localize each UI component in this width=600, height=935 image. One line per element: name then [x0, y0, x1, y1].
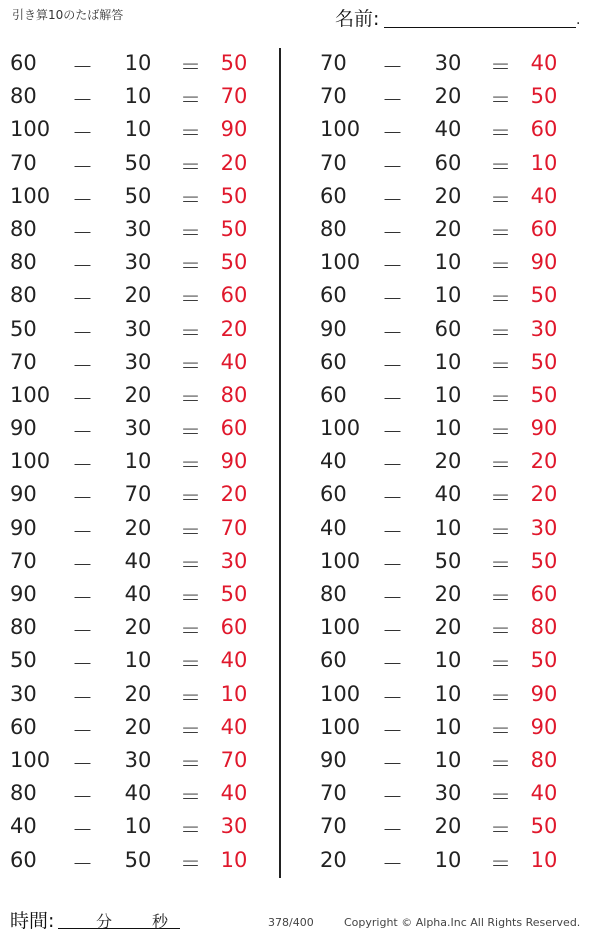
equals-sign: ＝ — [180, 353, 201, 378]
answer: 50 — [220, 582, 248, 606]
subtrahend: 50 — [124, 150, 152, 175]
minus-sign: － — [382, 353, 403, 378]
subtrahend: 10 — [434, 250, 462, 275]
subtrahend: 10 — [124, 51, 152, 75]
minuend: 100 — [320, 548, 361, 573]
minuend: 100 — [320, 714, 361, 739]
answer: 90 — [530, 681, 558, 706]
answer: 50 — [530, 814, 558, 839]
equals-sign: ＝ — [490, 619, 511, 644]
answer: 80 — [530, 615, 558, 640]
subtrahend: 10 — [434, 747, 462, 772]
answer: 20 — [220, 482, 248, 507]
answer: 90 — [220, 117, 248, 142]
equals-sign: ＝ — [490, 851, 511, 876]
equals-sign: ＝ — [180, 851, 201, 876]
minus-sign: － — [382, 552, 403, 577]
equals-sign: ＝ — [180, 453, 201, 478]
minus-sign: － — [72, 353, 93, 378]
minus-sign: － — [72, 718, 93, 743]
copyright-notice: Copyright © Alpha.Inc All Rights Reserved. — [344, 916, 581, 929]
subtrahend: 20 — [434, 615, 462, 640]
minuend: 60 — [320, 283, 347, 308]
minus-sign: － — [72, 552, 93, 577]
minuend: 80 — [10, 216, 37, 241]
answer: 60 — [220, 416, 248, 441]
subtrahend: 20 — [434, 216, 462, 241]
minuend: 50 — [10, 648, 37, 673]
subtrahend: 20 — [434, 582, 462, 606]
answer: 80 — [530, 747, 558, 772]
answer: 30 — [530, 316, 558, 341]
subtrahend: 10 — [434, 283, 462, 308]
page-number: 378/400 — [268, 916, 314, 929]
minuend: 60 — [320, 482, 347, 507]
subtrahend: 10 — [434, 349, 462, 374]
minus-sign: － — [382, 818, 403, 843]
minuend: 80 — [320, 216, 347, 241]
minuend: 70 — [10, 150, 37, 175]
subtrahend: 30 — [124, 747, 152, 772]
name-input-line[interactable] — [384, 27, 576, 28]
subtrahend: 20 — [434, 814, 462, 839]
minuend: 30 — [10, 681, 37, 706]
equals-sign: ＝ — [180, 486, 201, 511]
equals-sign: ＝ — [490, 420, 511, 445]
subtrahend: 20 — [434, 84, 462, 109]
subtrahend: 10 — [434, 714, 462, 739]
minus-sign: － — [72, 818, 93, 843]
minus-sign: － — [72, 652, 93, 677]
subtrahend: 40 — [124, 781, 152, 806]
minus-sign: － — [72, 586, 93, 610]
equals-sign: ＝ — [490, 220, 511, 245]
answer: 20 — [220, 316, 248, 341]
answer: 10 — [530, 150, 558, 175]
minuend: 70 — [10, 349, 37, 374]
minus-sign: － — [382, 320, 403, 345]
answer: 40 — [530, 781, 558, 806]
equals-sign: ＝ — [180, 586, 201, 610]
minus-sign: － — [72, 519, 93, 544]
answer: 50 — [530, 648, 558, 673]
minuend: 60 — [320, 183, 347, 208]
subtrahend: 50 — [124, 183, 152, 208]
subtrahend: 10 — [434, 648, 462, 673]
minus-sign: － — [382, 254, 403, 279]
minuend: 60 — [320, 648, 347, 673]
minuend: 70 — [320, 51, 347, 75]
minus-sign: － — [72, 287, 93, 312]
subtrahend: 60 — [434, 316, 462, 341]
answer: 50 — [220, 183, 248, 208]
subtrahend: 40 — [434, 482, 462, 507]
minus-sign: － — [382, 386, 403, 411]
minuend: 80 — [10, 283, 37, 308]
subtrahend: 10 — [434, 681, 462, 706]
answer: 90 — [530, 714, 558, 739]
subtrahend: 10 — [124, 449, 152, 474]
name-label: 名前: — [335, 8, 380, 30]
subtrahend: 30 — [124, 316, 152, 341]
subtrahend: 40 — [124, 548, 152, 573]
equals-sign: ＝ — [490, 287, 511, 312]
equals-sign: ＝ — [180, 254, 201, 279]
subtrahend: 50 — [124, 847, 152, 872]
minuend: 90 — [320, 747, 347, 772]
minus-sign: － — [382, 586, 403, 610]
subtrahend: 10 — [124, 814, 152, 839]
equals-sign: ＝ — [180, 88, 201, 113]
minus-sign: － — [72, 187, 93, 212]
subtrahend: 10 — [434, 416, 462, 441]
minuend: 80 — [10, 250, 37, 275]
subtrahend: 50 — [434, 548, 462, 573]
answer: 20 — [220, 150, 248, 175]
equals-sign: ＝ — [490, 55, 511, 79]
answer: 40 — [530, 51, 558, 75]
equals-sign: ＝ — [180, 652, 201, 677]
answer: 70 — [220, 84, 248, 109]
minuend: 50 — [10, 316, 37, 341]
answer: 60 — [220, 615, 248, 640]
minus-sign: － — [72, 220, 93, 245]
minus-sign: － — [382, 685, 403, 710]
minus-sign: － — [382, 652, 403, 677]
minus-sign: － — [382, 453, 403, 478]
minus-sign: － — [72, 619, 93, 644]
minuend: 60 — [10, 714, 37, 739]
answer: 30 — [530, 515, 558, 540]
minuend: 40 — [10, 814, 37, 839]
answer: 10 — [220, 847, 248, 872]
subtrahend: 30 — [124, 250, 152, 275]
minus-sign: － — [382, 287, 403, 312]
equals-sign: ＝ — [490, 386, 511, 411]
subtrahend: 20 — [124, 714, 152, 739]
minus-sign: － — [382, 220, 403, 245]
equals-sign: ＝ — [490, 685, 511, 710]
minuend: 100 — [10, 747, 51, 772]
answer: 40 — [220, 781, 248, 806]
subtrahend: 30 — [124, 349, 152, 374]
equals-sign: ＝ — [490, 751, 511, 776]
answer: 40 — [220, 648, 248, 673]
minuend: 100 — [320, 681, 361, 706]
equals-sign: ＝ — [180, 519, 201, 544]
answer: 10 — [220, 681, 248, 706]
minuend: 70 — [10, 548, 37, 573]
answer: 20 — [530, 482, 558, 507]
subtrahend: 60 — [434, 150, 462, 175]
equals-sign: ＝ — [180, 685, 201, 710]
equals-sign: ＝ — [490, 453, 511, 478]
subtrahend: 30 — [434, 781, 462, 806]
equals-sign: ＝ — [180, 818, 201, 843]
answer: 40 — [530, 183, 558, 208]
minuend: 20 — [320, 847, 347, 872]
minuend: 100 — [10, 382, 51, 407]
minus-sign: － — [382, 519, 403, 544]
time-label: 時間: — [10, 910, 55, 932]
minuend: 90 — [320, 316, 347, 341]
minuend: 90 — [10, 515, 37, 540]
answer: 60 — [530, 582, 558, 606]
answer: 50 — [220, 216, 248, 241]
equals-sign: ＝ — [490, 818, 511, 843]
minuend: 80 — [10, 615, 37, 640]
minuend: 100 — [320, 117, 361, 142]
answer: 30 — [220, 548, 248, 573]
subtrahend: 10 — [124, 84, 152, 109]
equals-sign: ＝ — [490, 486, 511, 511]
equals-sign: ＝ — [180, 420, 201, 445]
equals-sign: ＝ — [180, 287, 201, 312]
answer: 30 — [220, 814, 248, 839]
subtrahend: 10 — [434, 382, 462, 407]
equals-sign: ＝ — [180, 220, 201, 245]
name-end-mark: . — [576, 12, 581, 28]
answer: 50 — [530, 349, 558, 374]
minuend: 100 — [320, 615, 361, 640]
equals-sign: ＝ — [490, 785, 511, 810]
minus-sign: － — [72, 386, 93, 411]
subtrahend: 20 — [124, 382, 152, 407]
minus-sign: － — [382, 55, 403, 79]
answer: 40 — [220, 714, 248, 739]
minuend: 60 — [320, 349, 347, 374]
minus-sign: － — [72, 320, 93, 345]
equals-sign: ＝ — [490, 154, 511, 179]
answer: 20 — [530, 449, 558, 474]
minuend: 70 — [320, 84, 347, 109]
equals-sign: ＝ — [490, 353, 511, 378]
equals-sign: ＝ — [180, 386, 201, 411]
equals-sign: ＝ — [490, 586, 511, 610]
worksheet-title: 引き算10のたば解答 — [12, 8, 124, 22]
subtrahend: 20 — [124, 515, 152, 540]
seconds-unit: 秒 — [152, 912, 169, 931]
minuend: 70 — [320, 781, 347, 806]
answer: 50 — [220, 250, 248, 275]
equals-sign: ＝ — [490, 652, 511, 677]
minus-sign: － — [72, 453, 93, 478]
minuend: 70 — [320, 814, 347, 839]
minus-sign: － — [382, 486, 403, 511]
equals-sign: ＝ — [180, 785, 201, 810]
subtrahend: 40 — [434, 117, 462, 142]
minus-sign: － — [382, 751, 403, 776]
equals-sign: ＝ — [490, 187, 511, 212]
equals-sign: ＝ — [490, 254, 511, 279]
answer: 40 — [220, 349, 248, 374]
subtrahend: 20 — [124, 283, 152, 308]
minuend: 100 — [10, 449, 51, 474]
answer: 50 — [220, 51, 248, 75]
equals-sign: ＝ — [180, 751, 201, 776]
minus-sign: － — [382, 420, 403, 445]
minus-sign: － — [72, 55, 93, 79]
minus-sign: － — [382, 785, 403, 810]
equals-sign: ＝ — [490, 718, 511, 743]
minuend: 100 — [320, 416, 361, 441]
minuend: 70 — [320, 150, 347, 175]
equals-sign: ＝ — [180, 187, 201, 212]
minus-sign: － — [72, 88, 93, 113]
minus-sign: － — [72, 154, 93, 179]
subtrahend: 40 — [124, 582, 152, 606]
minuend: 60 — [10, 847, 37, 872]
minuend: 100 — [10, 183, 51, 208]
answer: 60 — [530, 216, 558, 241]
minus-sign: － — [72, 851, 93, 876]
subtrahend: 20 — [434, 449, 462, 474]
minus-sign: － — [382, 187, 403, 212]
minus-sign: － — [72, 420, 93, 445]
equals-sign: ＝ — [490, 121, 511, 146]
equals-sign: ＝ — [490, 320, 511, 345]
equals-sign: ＝ — [180, 55, 201, 79]
answer: 70 — [220, 515, 248, 540]
equals-sign: ＝ — [490, 552, 511, 577]
subtrahend: 10 — [124, 117, 152, 142]
minus-sign: － — [72, 254, 93, 279]
answer: 90 — [530, 416, 558, 441]
answer: 10 — [530, 847, 558, 872]
minuend: 40 — [320, 449, 347, 474]
answer: 50 — [530, 548, 558, 573]
minuend: 80 — [10, 781, 37, 806]
answer: 90 — [220, 449, 248, 474]
minutes-unit: 分 — [96, 912, 113, 931]
minus-sign: － — [72, 751, 93, 776]
answer: 70 — [220, 747, 248, 772]
subtrahend: 30 — [124, 416, 152, 441]
answer: 90 — [530, 250, 558, 275]
subtrahend: 20 — [124, 615, 152, 640]
equals-sign: ＝ — [180, 718, 201, 743]
minus-sign: － — [382, 851, 403, 876]
equals-sign: ＝ — [490, 88, 511, 113]
minuend: 90 — [10, 582, 37, 606]
minuend: 100 — [10, 117, 51, 142]
minuend: 80 — [10, 84, 37, 109]
minus-sign: － — [382, 121, 403, 146]
minus-sign: － — [72, 121, 93, 146]
subtrahend: 20 — [124, 681, 152, 706]
answer: 50 — [530, 84, 558, 109]
minus-sign: － — [72, 785, 93, 810]
subtrahend: 10 — [434, 515, 462, 540]
equals-sign: ＝ — [180, 619, 201, 644]
subtrahend: 30 — [434, 51, 462, 75]
minus-sign: － — [72, 685, 93, 710]
equals-sign: ＝ — [180, 154, 201, 179]
answer: 80 — [220, 382, 248, 407]
column-divider — [279, 48, 281, 878]
minuend: 80 — [320, 582, 347, 606]
minuend: 90 — [10, 416, 37, 441]
answer: 50 — [530, 382, 558, 407]
answer: 60 — [530, 117, 558, 142]
minuend: 100 — [320, 250, 361, 275]
minus-sign: － — [382, 718, 403, 743]
minuend: 60 — [320, 382, 347, 407]
equals-sign: ＝ — [490, 519, 511, 544]
subtrahend: 10 — [434, 847, 462, 872]
equals-sign: ＝ — [180, 320, 201, 345]
equals-sign: ＝ — [180, 552, 201, 577]
answer: 50 — [530, 283, 558, 308]
minuend: 90 — [10, 482, 37, 507]
subtrahend: 30 — [124, 216, 152, 241]
subtrahend: 20 — [434, 183, 462, 208]
minus-sign: － — [382, 88, 403, 113]
subtrahend: 10 — [124, 648, 152, 673]
minus-sign: － — [72, 486, 93, 511]
subtrahend: 70 — [124, 482, 152, 507]
minus-sign: － — [382, 619, 403, 644]
equals-sign: ＝ — [180, 121, 201, 146]
answer: 60 — [220, 283, 248, 308]
minus-sign: － — [382, 154, 403, 179]
minuend: 40 — [320, 515, 347, 540]
minuend: 60 — [10, 51, 37, 75]
